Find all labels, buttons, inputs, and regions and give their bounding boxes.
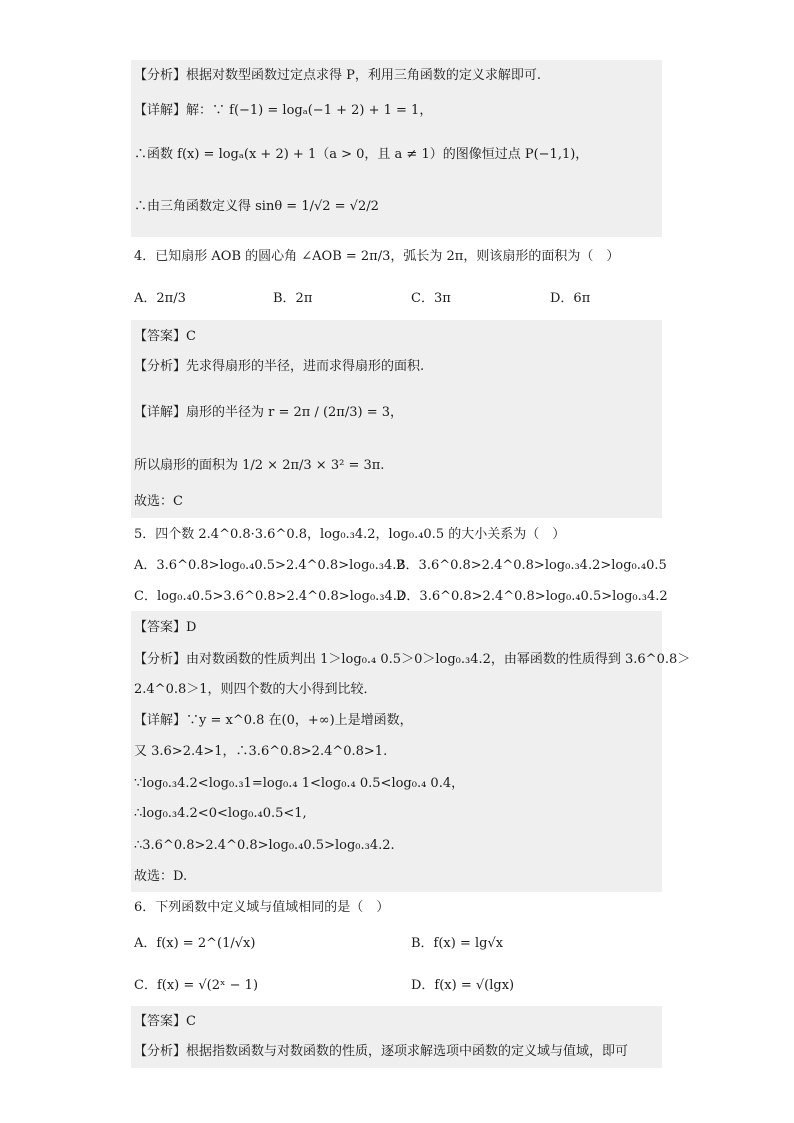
analysis-line: 【分析】根据指数函数与对数函数的性质，逐项求解选项中函数的定义域与值域，即可 <box>134 1044 629 1059</box>
detail-line: ∴由三角函数定义得 sinθ = 1/√2 = √2/2 <box>134 199 379 214</box>
analysis-line: 【分析】根据对数型函数过定点求得 P，利用三角函数的定义求解即可. <box>134 68 542 83</box>
answer-line: 【答案】D <box>134 620 197 635</box>
question-4-stem: 4．已知扇形 AOB 的圆心角 ∠AOB = 2π/3，弧长为 2π，则该扇形的面积为（ ） <box>134 249 620 264</box>
q4-option-b: B．2π <box>273 291 313 306</box>
q6-option-b: B．f(x) = lg√x <box>411 936 504 951</box>
q6-option-d: D．f(x) = √(lgx) <box>411 978 515 993</box>
answer-line: 【答案】C <box>134 329 196 344</box>
detail-line: 【详解】∵y = x^0.8 在(0，+∞)上是增函数， <box>134 713 413 728</box>
choice-line: 故选：C <box>134 494 183 509</box>
q5-option-a: A．3.6^0.8>log₀.₄0.5>2.4^0.8>log₀.₃4.2 <box>134 558 405 573</box>
analysis-line: 【分析】先求得扇形的半径，进而求得扇形的面积. <box>134 359 425 374</box>
detail-line: 【详解】解：∵ f(−1) = logₐ(−1 + 2) + 1 = 1， <box>134 103 433 118</box>
question-6-stem: 6．下列函数中定义域与值域相同的是（ ） <box>134 900 390 915</box>
q5-option-b: B．3.6^0.8>2.4^0.8>log₀.₃4.2>log₀.₄0.5 <box>396 558 667 573</box>
detail-line: ∴函数 f(x) = logₐ(x + 2) + 1（a > 0，且 a ≠ 1）的图像恒过点 P(−1,1)， <box>134 147 589 162</box>
detail-line: ∴3.6^0.8>2.4^0.8>log₀.₄0.5>log₀.₃4.2. <box>134 838 395 853</box>
answer-line: 【答案】C <box>134 1014 196 1029</box>
detail-line: ∴log₀.₃4.2<0<log₀.₄0.5<1, <box>134 806 307 821</box>
analysis-line: 【分析】由对数函数的性质判出 1＞log₀.₄ 0.5＞0＞log₀.₃4.2，由幂函数的性质得到 3.6^0.8＞ <box>134 652 691 667</box>
q5-option-d: D．3.6^0.8>2.4^0.8>log₀.₄0.5>log₀.₃4.2 <box>396 589 668 604</box>
detail-line: ∵log₀.₃4.2<log₀.₃1=log₀.₄ 1<log₀.₄ 0.5<log₀.₄ 0.4， <box>134 776 465 791</box>
q5-option-c: C．log₀.₄0.5>3.6^0.8>2.4^0.8>log₀.₃4.2 <box>134 589 406 604</box>
detail-line: 所以扇形的面积为 1/2 × 2π/3 × 3² = 3π. <box>134 458 385 473</box>
question-5-stem: 5．四个数 2.4^0.8·3.6^0.8，log₀.₃4.2，log₀.₄0.5 的大小关系为（ ） <box>134 527 566 542</box>
q4-option-d: D．6π <box>550 291 591 306</box>
q6-option-c: C．f(x) = √(2ˣ − 1) <box>134 978 259 993</box>
q4-option-a: A．2π/3 <box>134 291 186 306</box>
q6-option-a: A．f(x) = 2^(1/√x) <box>134 936 256 951</box>
q4-option-c: C．3π <box>411 291 451 306</box>
detail-line: 又 3.6>2.4>1，∴3.6^0.8>2.4^0.8>1. <box>134 744 388 759</box>
choice-line: 故选：D. <box>134 869 188 884</box>
detail-line: 【详解】扇形的半径为 r = 2π / (2π/3) = 3， <box>134 405 404 420</box>
analysis-line: 2.4^0.8＞1，则四个数的大小得到比较． <box>134 682 377 697</box>
